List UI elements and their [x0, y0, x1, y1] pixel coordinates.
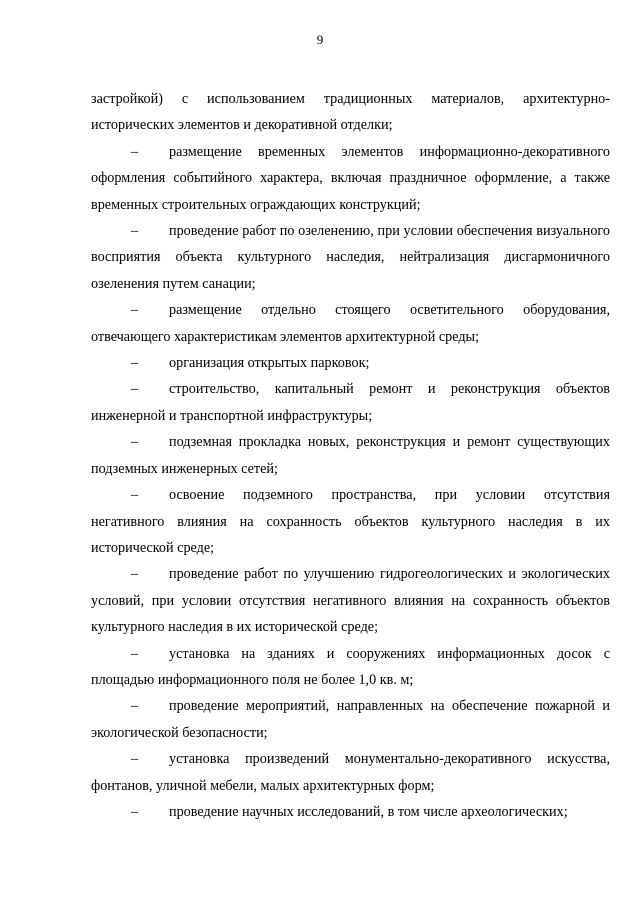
list-item	[91, 139, 610, 218]
list-item	[91, 350, 610, 376]
dash-bullet: –	[131, 803, 139, 820]
list-item	[91, 641, 610, 694]
dash-bullet: –	[131, 698, 139, 715]
intro-paragraph: застройкой) с использованием традиционных материалов, архитектурно-исторических элементов и декоративной отделки;	[91, 91, 610, 134]
list-item	[91, 297, 610, 350]
dash-bullet: –	[131, 143, 139, 160]
list-item-text: проведение работ по улучшению гидрогеологических и экологических условий, при условии отсутствия негативного влияния на сохранность объектов культурного наследия в их исторической среде;	[91, 566, 610, 636]
page-number: 9	[316, 32, 324, 47]
list-item-text: строительство, капитальный ремонт и реконструкция объектов инженерной и транспортной инфраструктуры;	[91, 381, 610, 424]
dash-bullet: –	[131, 355, 139, 372]
dash-bullet: –	[131, 751, 139, 768]
list-item-text: проведение работ по озеленению, при условии обеспечения визуального восприятия объекта культурного наследия, нейтрализация дисгармоничного озеленения путем санации;	[91, 223, 610, 292]
dash-bullet: –	[131, 566, 139, 583]
list-item	[91, 693, 610, 746]
list-item-text: размещение отдельно стоящего осветительного оборудования, отвечающего характеристикам элементов архитектурной среды;	[91, 302, 610, 345]
dash-bullet: –	[131, 302, 139, 319]
list-item-text: размещение временных элементов информационно-декоративного оформления событийного характера, включая праздничное оформление, а также временных строительных ограждающих конструкций;	[91, 143, 610, 213]
list-item	[91, 799, 610, 825]
list-item-text: установка на зданиях и сооружениях информационных досок с площадью информационного поля не более 1,0 кв. м;	[91, 645, 610, 688]
dash-bullet: –	[131, 487, 139, 504]
list-item-text: проведение научных исследований, в том числе археологических;	[169, 803, 568, 820]
list-item	[91, 376, 610, 429]
list-item-text: установка произведений монументально-декоративного искусства, фонтанов, уличной мебели, малых архитектурных форм;	[91, 751, 610, 794]
list-item	[91, 482, 610, 561]
list-item	[91, 746, 610, 799]
dash-bullet: –	[131, 223, 139, 240]
document-body	[91, 86, 610, 825]
list-item-text: подземная прокладка новых, реконструкция и ремонт существующих подземных инженерных сетей;	[91, 434, 610, 477]
dash-bullet: –	[131, 381, 139, 398]
list-item-text: освоение подземного пространства, при условии отсутствия негативного влияния на сохранность объектов культурного наследия в их исторической среде;	[91, 487, 610, 556]
dash-bullet: –	[131, 434, 139, 451]
list-item-text: организация открытых парковок;	[169, 355, 370, 372]
list-item-text: проведение мероприятий, направленных на обеспечение пожарной и экологической безопасности;	[91, 698, 610, 741]
list-item	[91, 561, 610, 640]
dash-bullet: –	[131, 645, 139, 662]
list-item	[91, 429, 610, 482]
list-item	[91, 218, 610, 297]
